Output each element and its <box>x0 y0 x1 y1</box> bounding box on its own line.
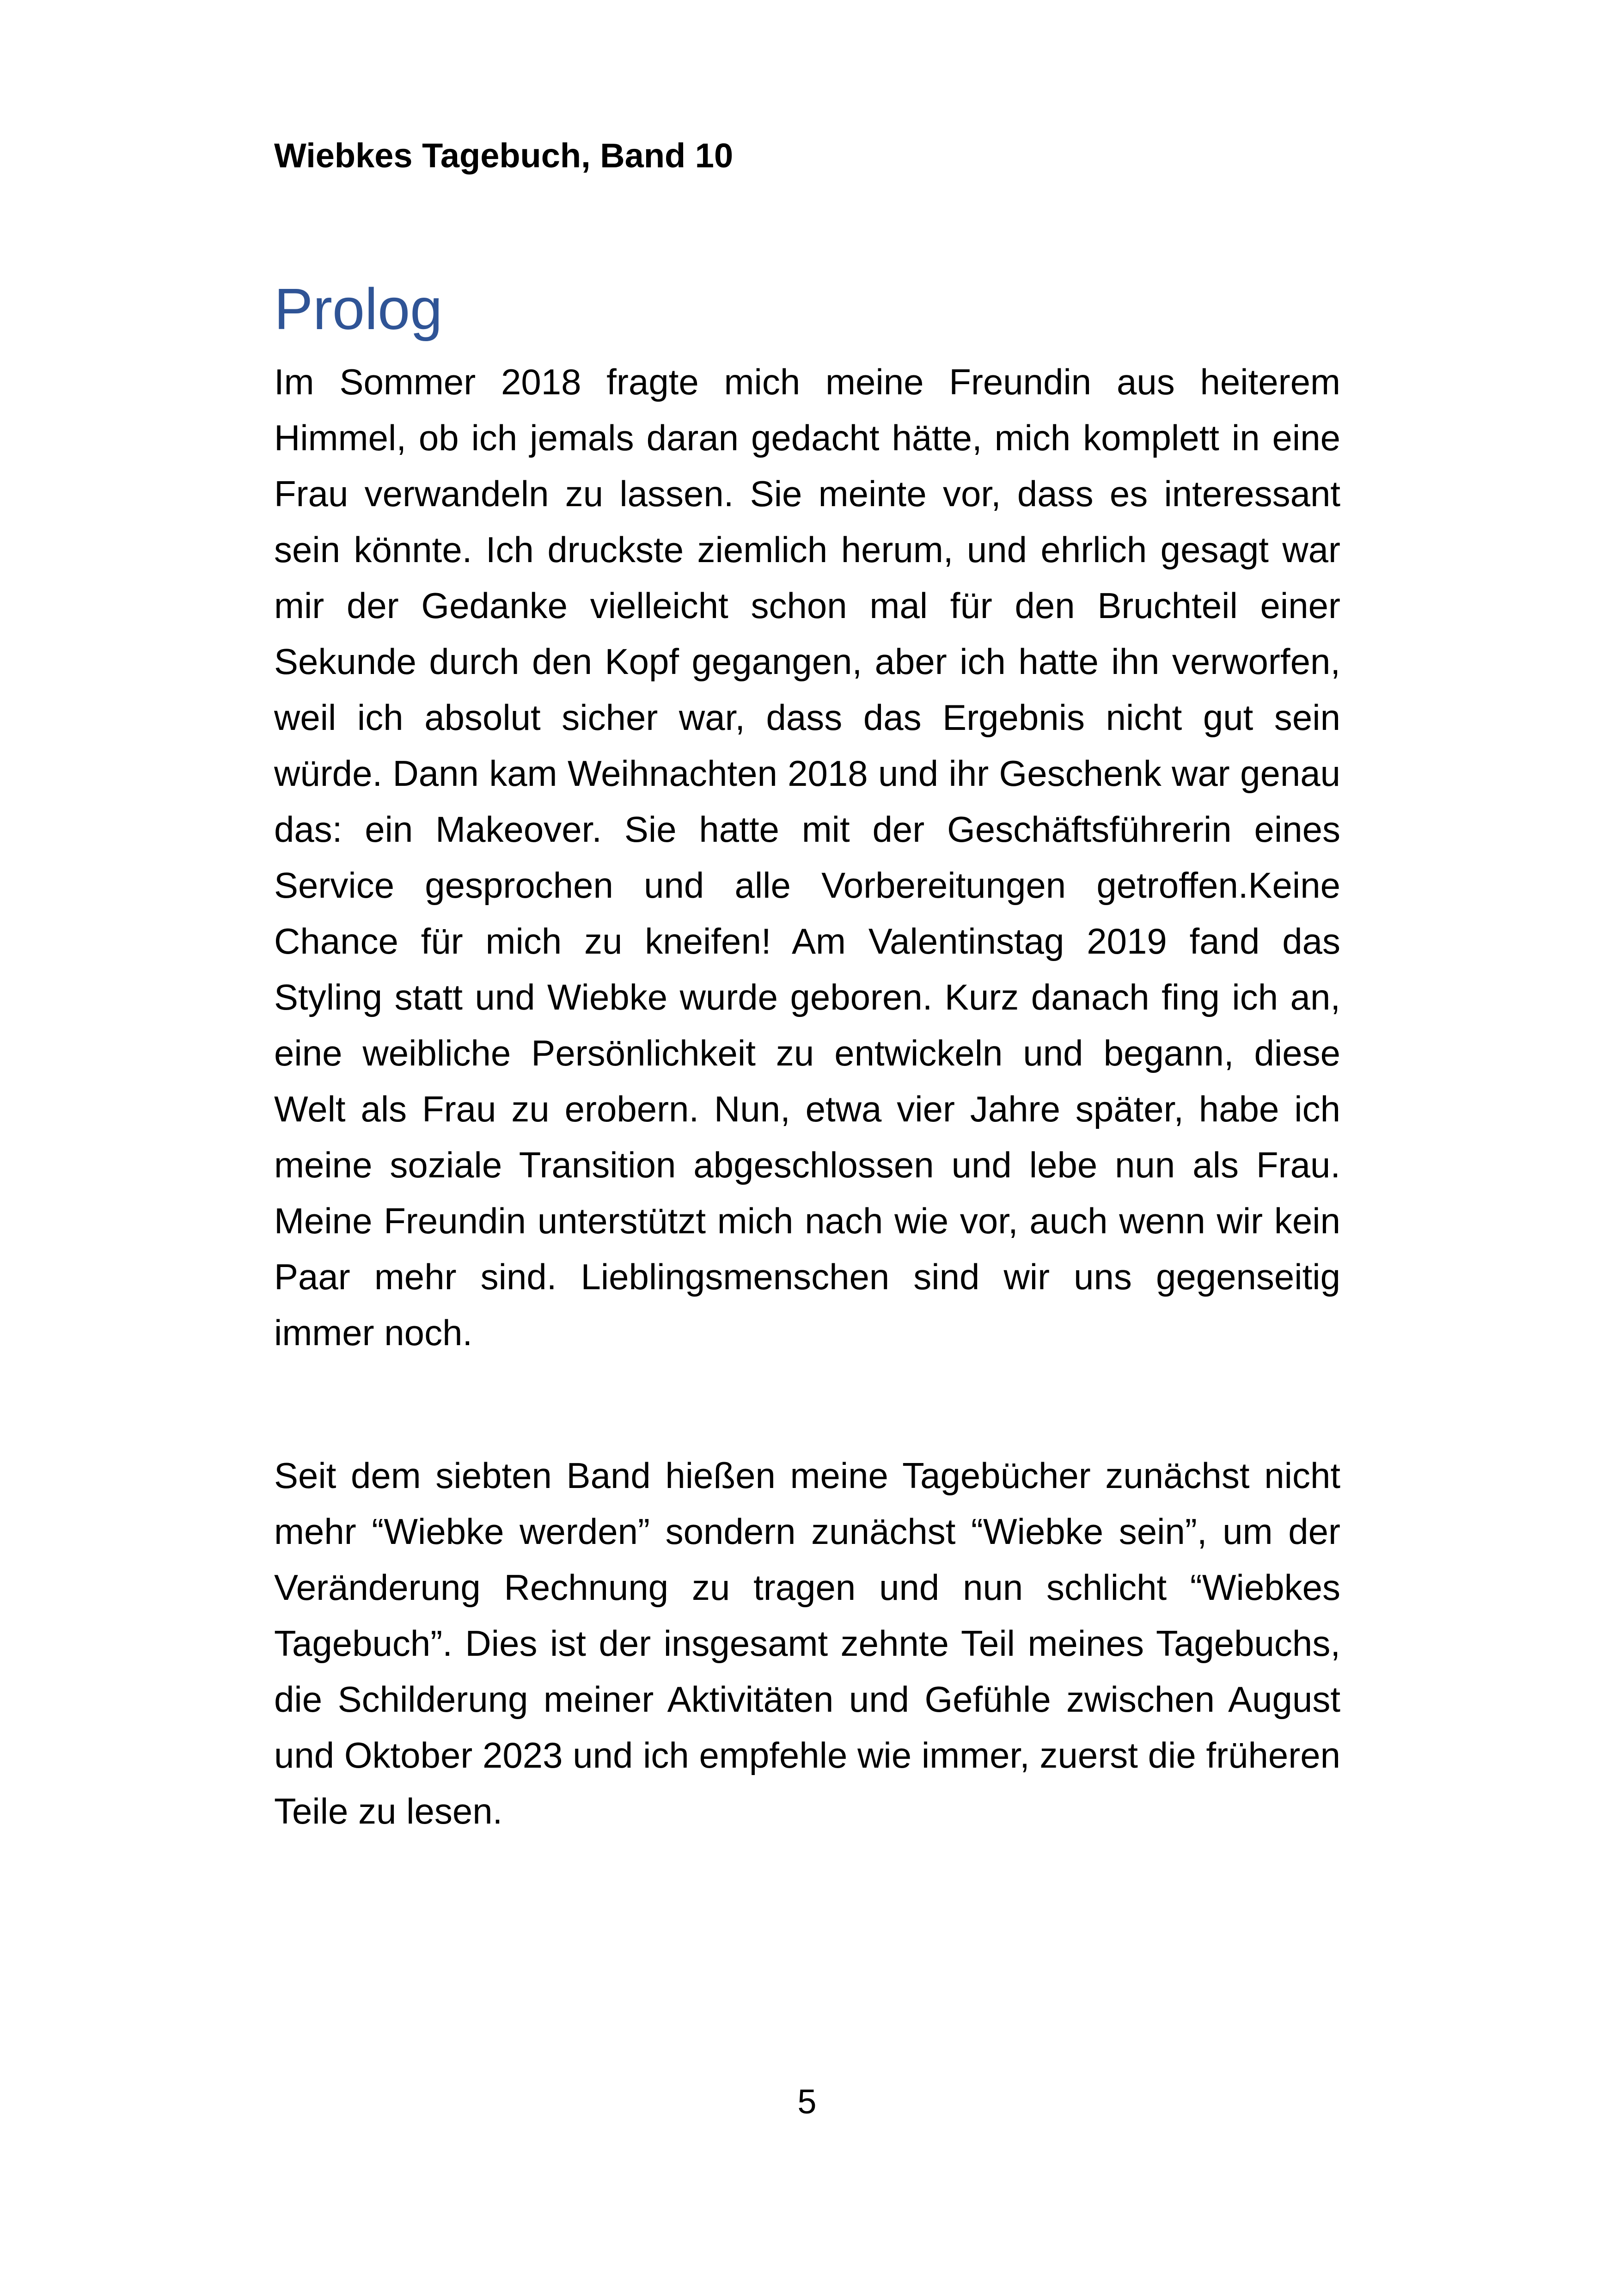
page-number: 5 <box>797 2082 817 2121</box>
chapter-title: Prolog <box>274 276 443 342</box>
body-paragraph-1: Im Sommer 2018 fragte mich meine Freundin aus heiterem Himmel, ob ich jemals daran gedacht hätte, mich komplett in eine Frau verwandeln zu lassen. Sie meinte vor, dass es interessant sein könnte. Ich druckste ziemlich herum, und ehrlich gesagt war mir der Gedanke vielleicht schon mal für den Bruchteil einer Sekunde durch den Kopf gegangen, aber ich hatte ihn verworfen, weil ich absolut sicher war, dass das Ergebnis nicht gut sein würde. Dann kam Weihnachten 2018 und ihr Geschenk war genau das: ein Makeover. Sie hatte mit der Geschäftsführerin eines Service gesprochen und alle Vorbereitungen getroffen.Keine Chance für mich zu kneifen! Am Valentinstag 2019 fand das Styling statt und Wiebke wurde geboren. Kurz danach fing ich an, eine weibliche Persönlichkeit zu entwickeln und begann, diese Welt als Frau zu erobern. Nun, etwa vier Jahre später, habe ich meine soziale Transition abgeschlossen und lebe nun als Frau. Meine Freundin unterstützt mich nach wie vor, auch wenn wir kein Paar mehr sind. Lieblingsmenschen sind wir uns gegenseitig immer noch. <box>274 361 1340 1353</box>
body-paragraph-2: Seit dem siebten Band hießen meine Tagebücher zunächst nicht mehr “Wiebke werden” sondern zunächst “Wiebke sein”, um der Veränderung Rechnung zu tragen und nun schlicht “Wiebkes Tagebuch”. Dies ist der insgesamt zehnte Teil meines Tagebuchs, die Schilderung meiner Aktivitäten und Gefühle zwischen August und Oktober 2023 und ich empfehle wie immer, zuerst die früheren Teile zu lesen. <box>274 1455 1340 1831</box>
running-header-title: Wiebkes Tagebuch, Band 10 <box>274 136 734 175</box>
